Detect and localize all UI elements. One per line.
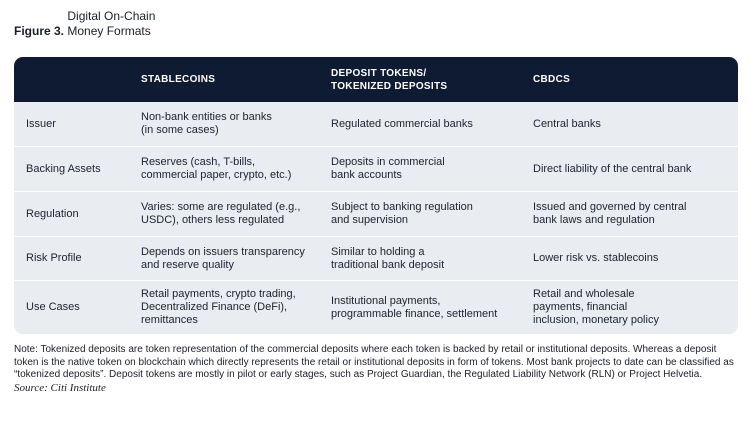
cell-stablecoins: Reserves (cash, T-bills, commercial paper, crypto, etc.): [141, 156, 292, 181]
cell-cbdcs: Direct liability of the central bank: [533, 162, 692, 175]
row-label: Regulation: [26, 207, 79, 220]
cell-cbdcs: Issued and governed by central bank laws and regulation: [533, 201, 687, 226]
table-row: [14, 236, 738, 280]
cell-deposit-tokens: Similar to holding a traditional bank deposit: [331, 245, 445, 271]
header-deposit-tokens: DEPOSIT TOKENS/ TOKENIZED DEPOSITS: [331, 67, 448, 92]
cell-deposit-tokens: Institutional payments, programmable finance, settlement: [331, 294, 498, 320]
table-row: [14, 146, 738, 191]
source-line: Source: Citi Institute: [14, 381, 106, 394]
cell-cbdcs: Retail and wholesale payments, financial inclusion, monetary policy: [533, 288, 659, 326]
header-cbdcs: CBDCS: [533, 74, 571, 85]
row-label: Issuer: [26, 117, 56, 130]
row-label: Use Cases: [26, 301, 80, 313]
figure-title-text: Digital On-Chain Money Formats: [67, 9, 156, 38]
cell-stablecoins: Non-bank entities or banks (in some cases): [141, 111, 272, 136]
table-row: [14, 191, 738, 236]
table-header: [14, 57, 738, 102]
table-row: [14, 102, 738, 146]
cell-deposit-tokens: Regulated commercial banks: [331, 117, 473, 130]
table-row: [14, 280, 738, 334]
cell-stablecoins: Varies: some are regulated (e.g., USDC), others less regulated: [141, 201, 301, 226]
row-label: Risk Profile: [26, 252, 82, 264]
cell-stablecoins: Depends on issuers transparency and reserve quality: [141, 245, 305, 271]
figure-label: Figure 3.: [14, 24, 65, 38]
row-label: Backing Assets: [26, 162, 101, 175]
cell-cbdcs: Lower risk vs. stablecoins: [533, 252, 659, 264]
formats-table: [14, 57, 738, 334]
cell-cbdcs: Central banks: [533, 117, 601, 130]
cell-stablecoins: Retail payments, crypto trading, Decentralized Finance (DeFi), remittances: [141, 288, 296, 326]
cell-deposit-tokens: Subject to banking regulation and supervision: [331, 201, 473, 226]
footnote: [14, 344, 740, 394]
cell-deposit-tokens: Deposits in commercial bank accounts: [331, 156, 445, 181]
header-stablecoins: STABLECOINS: [141, 74, 216, 85]
figure-title: [14, 9, 177, 39]
note-text: Note: Tokenized deposits are token representation of the commercial deposits where each token is backed by retail or institutional deposits. Whereas a deposit token is the native token on blockchain which directly represents the retail or institutional deposits in form of tokens. Most bank projects to date can be classified as “tokenized deposits”. Deposit tokens are mostly in pilot or early stages, such as Project Guardian, the Regulated Liability Network (RLN) or Project Helvetia.: [14, 344, 734, 380]
